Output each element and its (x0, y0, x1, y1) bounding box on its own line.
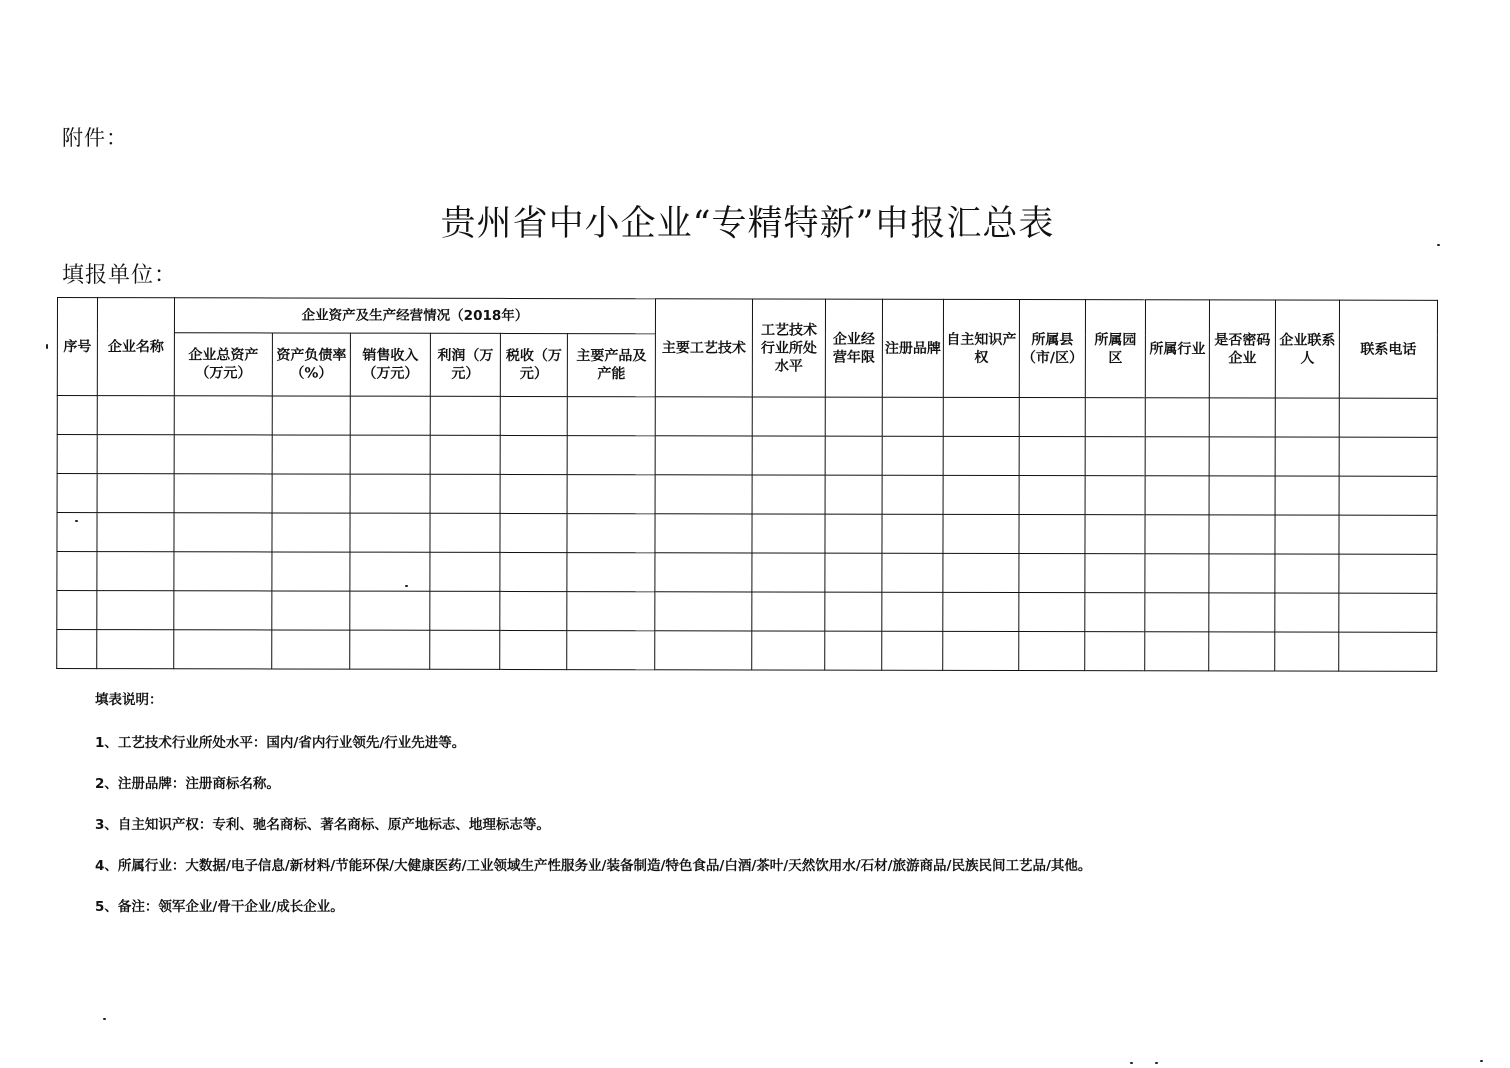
scan-speck (1155, 1062, 1158, 1064)
table-cell (1339, 437, 1437, 476)
table-cell (825, 631, 882, 670)
table-cell (174, 591, 272, 630)
instruction-item: 1、工艺技术行业所处水平：国内/省内行业领先/行业先进等。 (95, 735, 466, 751)
table-cell (430, 552, 500, 591)
header-sales-revenue: 销售收入（万元） (350, 333, 430, 396)
table-cell (430, 396, 500, 435)
table-cell (174, 513, 272, 552)
instructions-heading: 填表说明： (95, 692, 163, 708)
table-cell (350, 474, 430, 513)
table-cell (882, 592, 943, 631)
table-cell (1145, 593, 1209, 632)
table-cell (1085, 515, 1145, 554)
table-cell (272, 513, 350, 552)
table-cell (430, 435, 500, 474)
table-cell (57, 630, 97, 669)
table-cell (272, 474, 350, 513)
table-cell (1145, 437, 1209, 476)
table-cell (1085, 476, 1145, 515)
table-cell (825, 475, 882, 514)
table-cell (500, 396, 567, 435)
table-row (57, 630, 1437, 672)
table-row (57, 474, 1437, 516)
table-cell (1275, 398, 1339, 437)
table-cell (752, 631, 825, 670)
table-cell (1275, 476, 1339, 515)
table-cell (500, 435, 567, 474)
table-cell (752, 592, 825, 631)
table-cell (1019, 437, 1085, 476)
table-cell (350, 396, 430, 435)
table-cell (882, 436, 943, 475)
table-cell (272, 435, 350, 474)
attachment-label: 附件： (62, 126, 128, 150)
summary-table (56, 297, 1438, 672)
table-cell (943, 436, 1019, 475)
table-cell (57, 396, 97, 435)
table-cell (943, 514, 1019, 553)
header-process-level: 工艺技术行业所处水平 (752, 299, 825, 397)
table-cell (825, 592, 882, 631)
reporting-unit-label: 填报单位： (62, 263, 178, 288)
table-cell (1209, 632, 1275, 671)
table-cell (882, 397, 943, 436)
table-header-row (57, 298, 1437, 336)
table-cell (1085, 437, 1145, 476)
table-cell (350, 591, 430, 630)
scan-speck (1437, 244, 1440, 246)
header-ip: 自主知识产权 (943, 299, 1019, 397)
table-cell (500, 552, 567, 591)
table-cell (1209, 515, 1275, 554)
table-cell (943, 475, 1019, 514)
table-cell (57, 474, 97, 513)
table-cell (174, 396, 272, 435)
table-cell (655, 553, 752, 592)
table-cell (500, 591, 567, 630)
table-cell (57, 591, 97, 630)
scan-speck (46, 344, 48, 349)
table-cell (825, 514, 882, 553)
table-cell (752, 553, 825, 592)
table-cell (567, 397, 655, 436)
table-cell (1339, 476, 1437, 515)
table-cell (350, 435, 430, 474)
table-cell (752, 436, 825, 475)
header-profit: 利润（万元） (430, 333, 500, 396)
table-cell (1085, 398, 1145, 437)
scan-speck (405, 585, 408, 587)
header-total-assets: 企业总资产（万元） (174, 333, 272, 396)
table-cell (825, 397, 882, 436)
table-cell (500, 513, 567, 552)
table-row (57, 591, 1437, 633)
table-cell (1339, 515, 1437, 554)
table-cell (174, 552, 272, 591)
table-cell (174, 474, 272, 513)
table-cell (1275, 554, 1339, 593)
table-cell (500, 474, 567, 513)
table-cell (1339, 554, 1437, 593)
table-cell (752, 475, 825, 514)
table-cell (272, 396, 350, 435)
table-cell (97, 513, 174, 552)
table-cell (1145, 398, 1209, 437)
table-cell (1145, 554, 1209, 593)
header-classified: 是否密码企业 (1209, 300, 1275, 398)
header-park: 所属园区 (1085, 300, 1145, 398)
table-cell (567, 631, 655, 670)
table-cell (1019, 476, 1085, 515)
header-main-process: 主要工艺技术 (655, 299, 752, 397)
table-cell (1085, 632, 1145, 671)
header-company-name: 企业名称 (97, 298, 174, 396)
table-cell (1339, 593, 1437, 632)
table-row (57, 513, 1437, 555)
table-cell (825, 436, 882, 475)
header-industry: 所属行业 (1145, 300, 1209, 398)
table-cell (655, 397, 752, 436)
header-main-products: 主要产品及产能 (567, 334, 655, 397)
table-cell (1275, 515, 1339, 554)
table-cell (655, 475, 752, 514)
table-cell (752, 514, 825, 553)
table-cell (1085, 593, 1145, 632)
table-cell (1085, 554, 1145, 593)
table-cell (97, 591, 174, 630)
table-cell (943, 592, 1019, 631)
table-cell (1275, 437, 1339, 476)
table-cell (57, 435, 97, 474)
table-cell (943, 553, 1019, 592)
table-body (57, 396, 1438, 672)
table-cell (882, 475, 943, 514)
table-cell (1275, 632, 1339, 671)
table-cell (500, 630, 567, 669)
header-debt-ratio: 资产负债率（%） (272, 333, 350, 396)
table-cell (882, 514, 943, 553)
table-cell (430, 591, 500, 630)
table-cell (1019, 593, 1085, 632)
table-cell (1019, 632, 1085, 671)
header-county: 所属县（市/区） (1019, 300, 1085, 398)
scan-speck (1130, 1062, 1133, 1064)
table-cell (97, 435, 174, 474)
header-years-operating: 企业经营年限 (825, 299, 882, 397)
instruction-item: 3、自主知识产权：专利、驰名商标、著名商标、原产地标志、地理标志等。 (95, 817, 550, 833)
table-cell (567, 553, 655, 592)
table-cell (1145, 476, 1209, 515)
instruction-item: 4、所属行业：大数据/电子信息/新材料/节能环保/大健康医药/工业领域生产性服务业/装备制造/特色食品/白酒/茶叶/天然饮用水/石材/旅游商品/民族民间工艺品/其他。 (95, 858, 1092, 874)
scan-speck (75, 520, 78, 522)
header-contact: 企业联系人 (1275, 300, 1339, 398)
table-cell (272, 552, 350, 591)
table-row (57, 435, 1437, 477)
table-cell (1145, 632, 1209, 671)
table-cell (350, 513, 430, 552)
table-cell (655, 436, 752, 475)
table-cell (350, 552, 430, 591)
header-tax: 税收（万元） (500, 333, 567, 396)
table-cell (655, 514, 752, 553)
table-cell (97, 396, 174, 435)
table-cell (272, 591, 350, 630)
header-assets-group: 企业资产及生产经营情况（2018年） (174, 298, 655, 334)
table-cell (882, 631, 943, 670)
table-cell (97, 552, 174, 591)
instruction-item: 5、备注：领军企业/骨干企业/成长企业。 (95, 899, 344, 915)
table-cell (567, 436, 655, 475)
page-title: 贵州省中小企业“专精特新”申报汇总表 (440, 204, 1055, 244)
table-cell (1275, 593, 1339, 632)
table-cell (1209, 476, 1275, 515)
table-cell (1019, 398, 1085, 437)
header-phone: 联系电话 (1339, 300, 1437, 398)
table-cell (1145, 515, 1209, 554)
table-cell (567, 514, 655, 553)
scan-speck (1480, 1060, 1483, 1062)
scan-speck (103, 1018, 106, 1020)
table-cell (430, 474, 500, 513)
table-cell (1209, 437, 1275, 476)
header-serial: 序号 (57, 298, 97, 396)
table-row (57, 396, 1437, 438)
table-cell (1339, 398, 1437, 437)
table-cell (655, 631, 752, 670)
table-cell (655, 592, 752, 631)
table-cell (1019, 554, 1085, 593)
table-cell (1019, 515, 1085, 554)
table-cell (174, 630, 272, 669)
table-cell (1209, 593, 1275, 632)
table-cell (825, 553, 882, 592)
table-cell (943, 397, 1019, 436)
table-cell (1209, 554, 1275, 593)
table-cell (350, 630, 430, 669)
table-cell (882, 553, 943, 592)
table-cell (272, 630, 350, 669)
table-cell (1339, 632, 1437, 671)
table-cell (97, 630, 174, 669)
table-cell (567, 475, 655, 514)
table-cell (430, 513, 500, 552)
filling-instructions (95, 688, 1091, 936)
table-cell (97, 474, 174, 513)
table-cell (1209, 398, 1275, 437)
table-cell (567, 592, 655, 631)
table-cell (57, 552, 97, 591)
table-cell (174, 435, 272, 474)
table-cell (943, 631, 1019, 670)
table-cell (430, 630, 500, 669)
instruction-item: 2、注册品牌：注册商标名称。 (95, 776, 280, 792)
table-cell (752, 397, 825, 436)
header-brand: 注册品牌 (882, 299, 943, 397)
table-row (57, 552, 1437, 594)
table-cell (57, 513, 97, 552)
